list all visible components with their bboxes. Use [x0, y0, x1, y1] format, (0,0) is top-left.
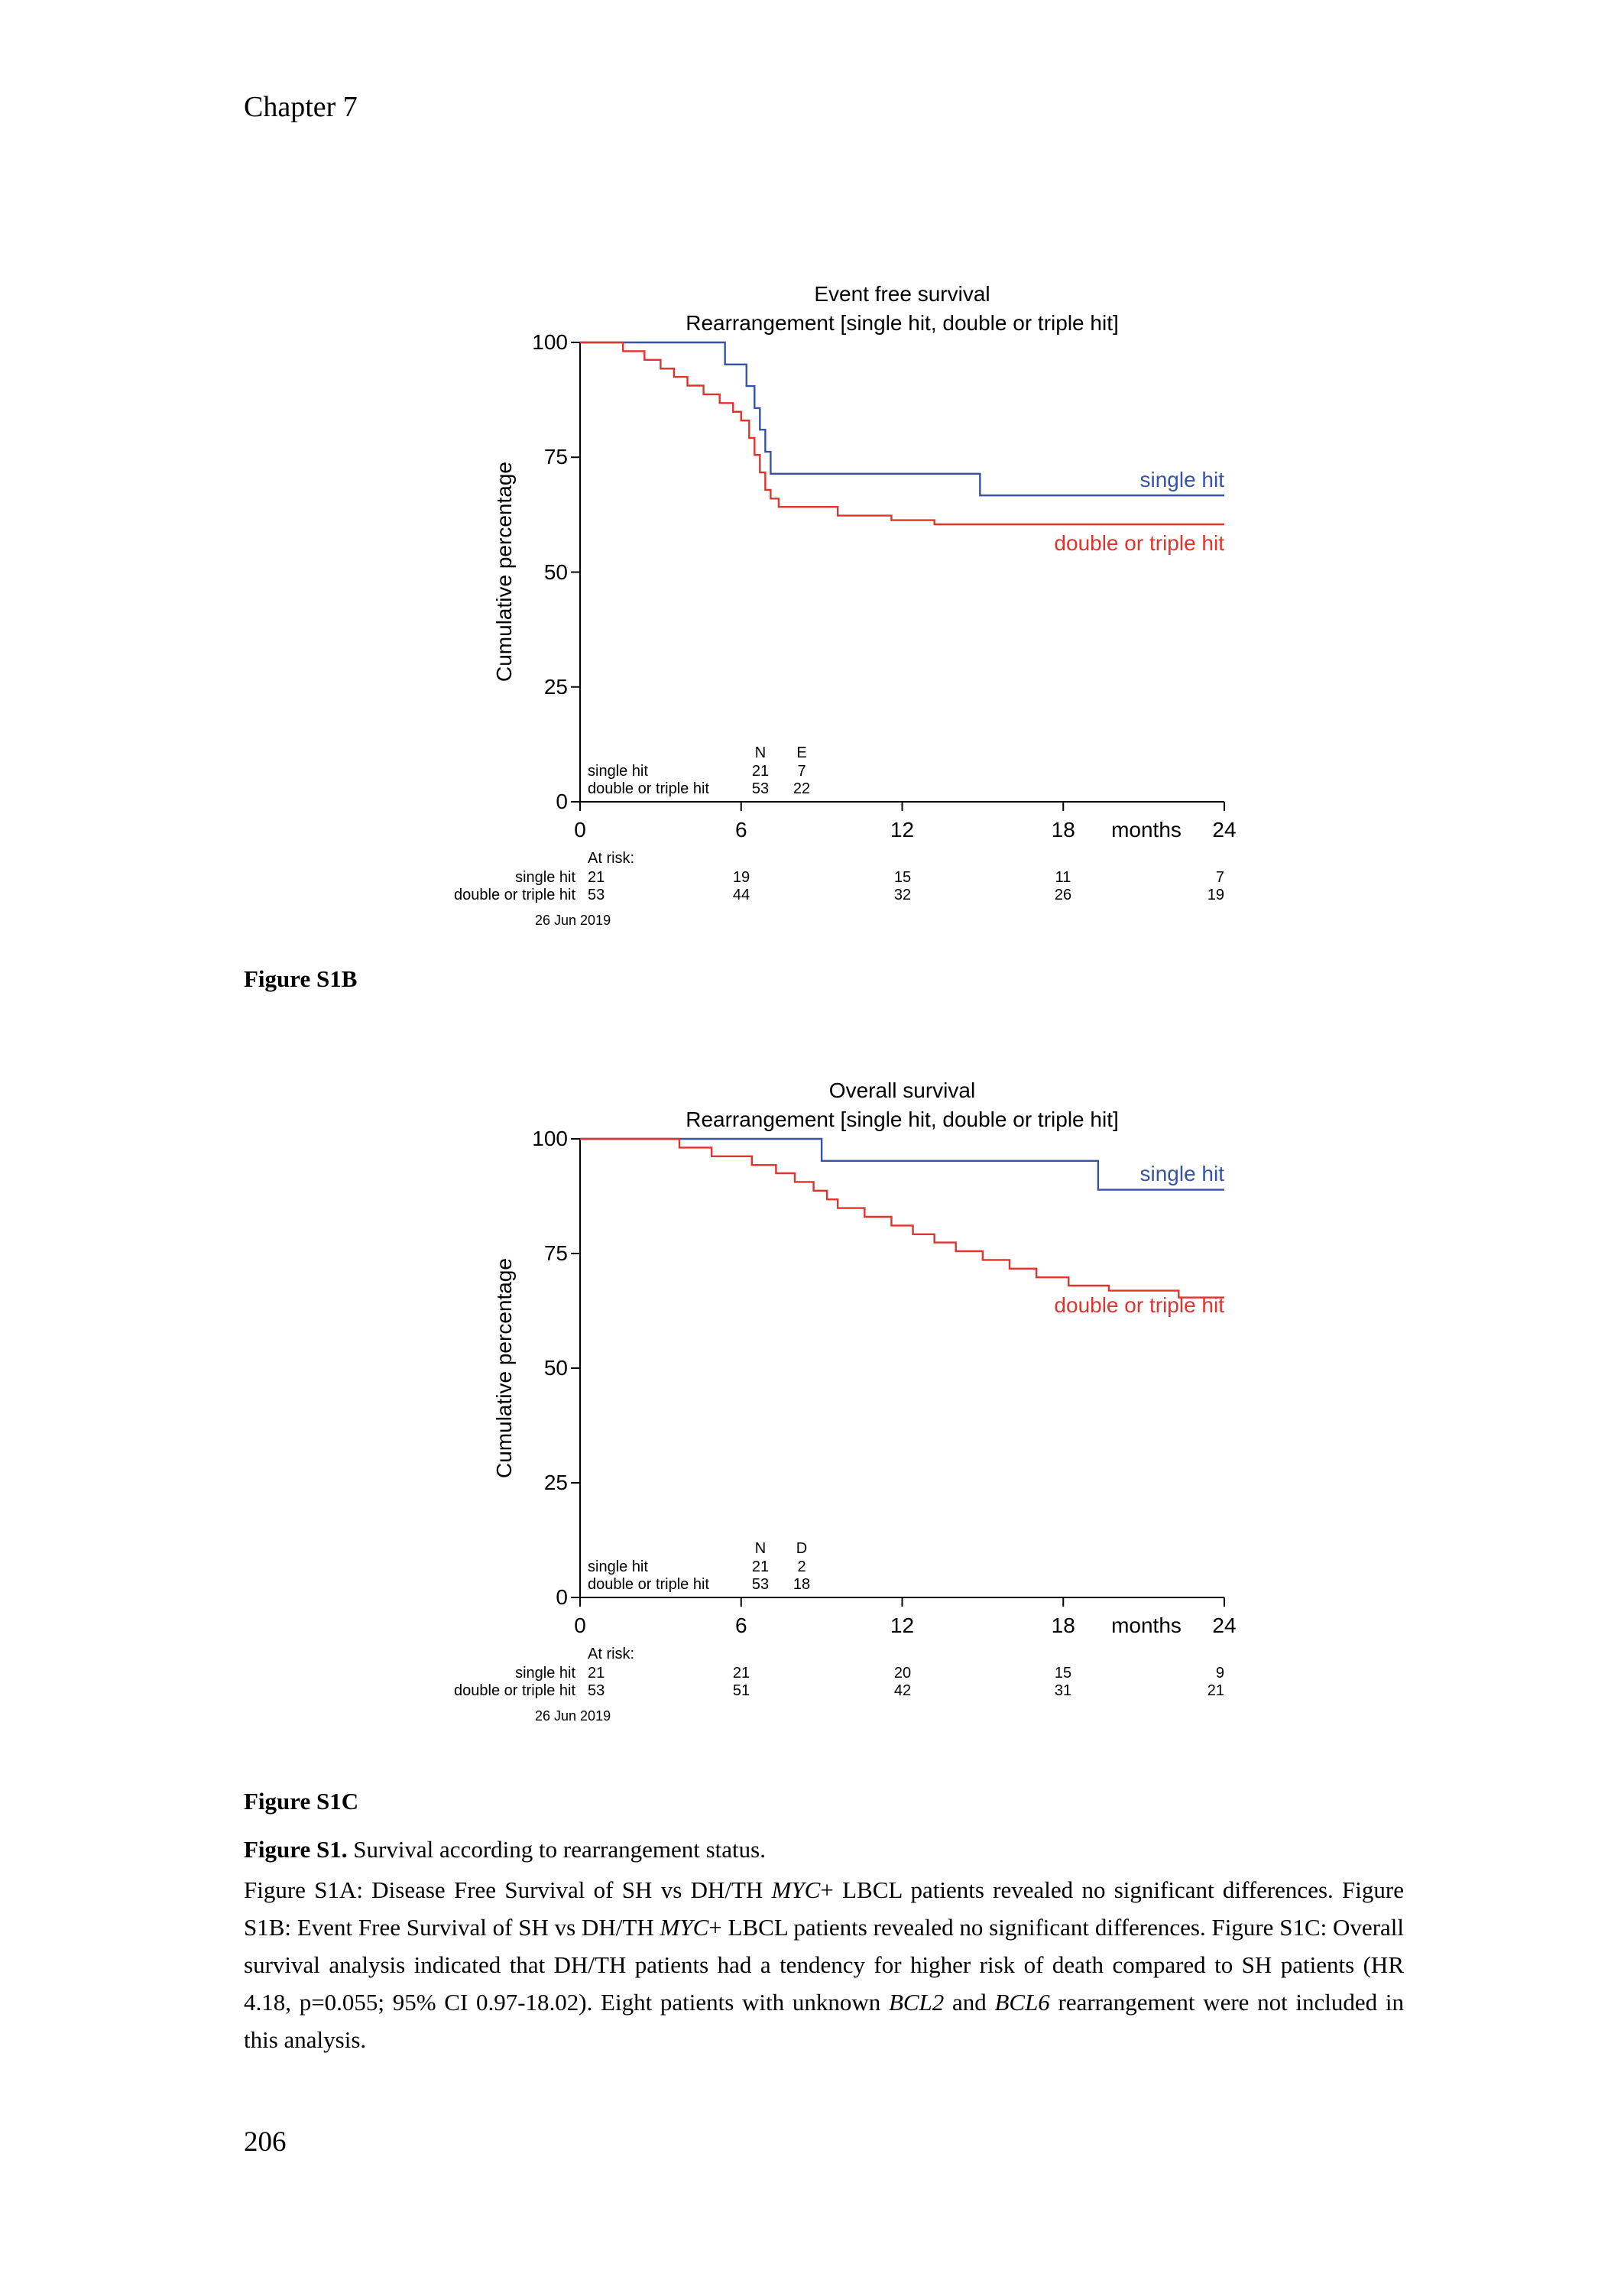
- chart1-legend-double-or-triple-hit: double or triple hit: [1054, 531, 1224, 555]
- x-axis-tick-label: 0: [574, 818, 586, 842]
- y-axis-tick-label: 50: [543, 559, 568, 584]
- chart1-title: Event free survival: [814, 282, 990, 306]
- chart1-x-axis-unit-label: months: [1111, 818, 1182, 842]
- y-axis-tick-label: 0: [556, 1585, 568, 1609]
- caption-title-text: Survival according to rearrangement status.: [347, 1836, 766, 1863]
- x-axis-tick-label: 6: [734, 818, 747, 842]
- chart2-title: Overall survival: [828, 1078, 976, 1102]
- figure-s1b-label: Figure S1B: [244, 965, 358, 992]
- chart1-legend-single-hit: single hit: [1139, 468, 1224, 491]
- at-risk-count: 42: [893, 1682, 912, 1699]
- at-risk-count: 11: [1055, 869, 1071, 886]
- inset-row-label: single hit: [588, 763, 648, 780]
- x-axis-tick-label: 12: [890, 1614, 915, 1637]
- y-axis-tick-label: 0: [556, 790, 568, 813]
- x-axis-tick-label: 6: [734, 1614, 747, 1637]
- inset-value: 2: [797, 1558, 806, 1575]
- inset-row-label: double or triple hit: [588, 780, 709, 797]
- chart1-date: 26 Jun 2019: [535, 913, 611, 928]
- at-risk-count: 53: [588, 887, 605, 903]
- caption-run: Figure S1A: Disease Free Survival of SH vs DH/TH: [244, 1876, 772, 1903]
- at-risk-count: 9: [1215, 1665, 1224, 1682]
- at-risk-count: 19: [732, 869, 750, 886]
- at-risk-count: 31: [1054, 1682, 1072, 1699]
- km-plot-event-free-survival: [580, 342, 1224, 802]
- y-axis-tick-label: 100: [532, 1127, 568, 1150]
- chart2-legend-double-or-triple-hit: double or triple hit: [1054, 1293, 1224, 1317]
- inset-row-label: single hit: [588, 1558, 648, 1575]
- inset-column-header: D: [796, 1540, 808, 1557]
- chart2-y-axis-title: Cumulative percentage: [492, 1258, 516, 1478]
- inset-row-label: double or triple hit: [588, 1576, 709, 1593]
- caption-run: + LBCL patients revealed no significant differences. Figure S1B: Event Free Survival of SH vs DH/TH: [244, 1876, 1404, 1941]
- at-risk-count: 7: [1215, 869, 1224, 886]
- chart2-at-risk-header: At risk:: [588, 1646, 635, 1662]
- inset-value: 53: [751, 1576, 770, 1593]
- y-axis-tick-label: 50: [543, 1356, 568, 1380]
- chart1-subtitle: Rearrangement [single hit, double or triple hit]: [686, 311, 1119, 335]
- inset-value: 21: [751, 763, 770, 780]
- at-risk-count: 21: [1207, 1682, 1224, 1699]
- x-axis-tick-label: 24: [1212, 1614, 1237, 1637]
- at-risk-count: 26: [1054, 887, 1072, 903]
- at-risk-count: 51: [732, 1682, 750, 1699]
- figure-caption-title: [244, 1833, 1405, 1867]
- caption-run-italic: MYC: [771, 1876, 821, 1903]
- chart2-date: 26 Jun 2019: [535, 1708, 611, 1724]
- at-risk-row-label: double or triple hit: [454, 1682, 575, 1699]
- at-risk-count: 21: [588, 1665, 605, 1682]
- caption-run: rearrangement were not included in this analysis.: [244, 1989, 1404, 2053]
- x-axis-tick-label: 24: [1212, 818, 1237, 842]
- inset-value: 21: [751, 1558, 770, 1575]
- figure-s1c-label: Figure S1C: [244, 1788, 359, 1815]
- km-curve-double-or-triple-hit: [580, 342, 1224, 524]
- km-plot-overall-survival: [580, 1139, 1224, 1597]
- at-risk-count: 32: [893, 887, 912, 903]
- at-risk-count: 19: [1207, 887, 1224, 903]
- y-axis-tick-label: 100: [532, 330, 568, 354]
- chart1-y-axis-title: Cumulative percentage: [492, 462, 516, 682]
- chart2-legend-single-hit: single hit: [1139, 1162, 1224, 1185]
- at-risk-count: 21: [588, 869, 605, 886]
- chart1-at-risk-header: At risk:: [588, 850, 635, 867]
- x-axis-tick-label: 0: [574, 1614, 586, 1637]
- caption-run: + LBCL patients revealed no significant differences. Figure S1C: Overall survival analysis indicated that DH/TH patients had a tendency for higher risk of death compared to SH patients (HR 4.18, p=0.055; 95% CI 0.97-18.02). Eight patients with unknown: [244, 1914, 1404, 2016]
- at-risk-row-label: single hit: [515, 869, 575, 886]
- at-risk-count: 53: [588, 1682, 605, 1699]
- inset-value: 7: [797, 763, 806, 780]
- x-axis-tick-label: 18: [1051, 1614, 1075, 1637]
- inset-column-header: N: [754, 744, 767, 761]
- at-risk-count: 21: [732, 1665, 750, 1682]
- caption-run-italic: BCL2: [888, 1989, 945, 2016]
- figure-caption-body: [244, 1871, 1404, 2058]
- inset-value: 22: [793, 780, 811, 797]
- page-number: 206: [244, 2126, 287, 2158]
- at-risk-row-label: single hit: [515, 1665, 575, 1682]
- at-risk-count: 44: [732, 887, 750, 903]
- caption-figure-number: Figure S1.: [244, 1836, 348, 1863]
- chart2-subtitle: Rearrangement [single hit, double or triple hit]: [686, 1108, 1119, 1131]
- at-risk-count: 15: [1054, 1665, 1072, 1682]
- at-risk-row-label: double or triple hit: [454, 887, 575, 903]
- caption-run: and: [944, 1989, 995, 2016]
- x-axis-tick-label: 12: [890, 818, 915, 842]
- y-axis-tick-label: 25: [543, 1471, 568, 1494]
- caption-run-italic: BCL6: [994, 1989, 1050, 2016]
- chart2-x-axis-unit-label: months: [1111, 1614, 1182, 1637]
- at-risk-count: 20: [893, 1665, 912, 1682]
- at-risk-count: 15: [893, 869, 912, 886]
- inset-value: 18: [793, 1576, 811, 1593]
- x-axis-tick-label: 18: [1051, 818, 1075, 842]
- y-axis-tick-label: 75: [543, 1241, 568, 1265]
- inset-column-header: E: [796, 744, 807, 761]
- y-axis-tick-label: 75: [543, 445, 568, 469]
- caption-run-italic: MYC: [660, 1914, 709, 1941]
- inset-value: 53: [751, 780, 770, 797]
- inset-column-header: N: [754, 1540, 767, 1557]
- chapter-heading: Chapter 7: [244, 91, 358, 123]
- y-axis-tick-label: 25: [543, 674, 568, 699]
